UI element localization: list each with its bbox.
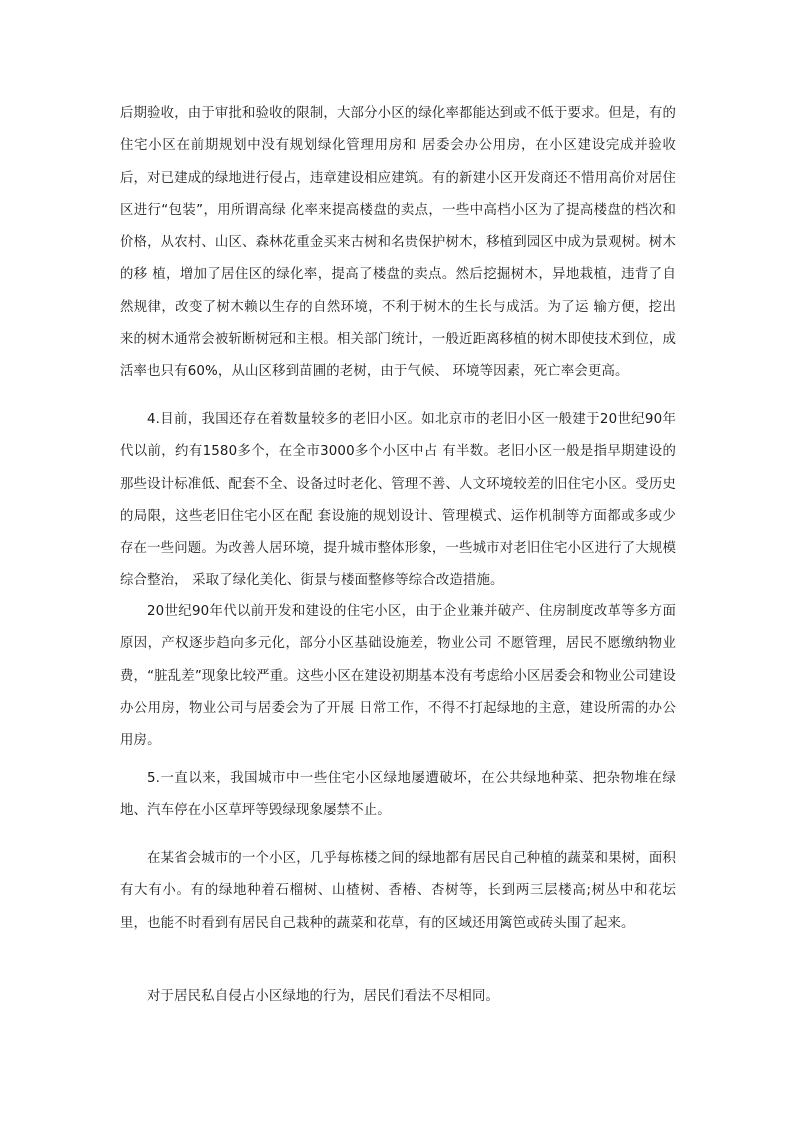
paragraph-3: 20世纪90年代以前开发和建设的住宅小区，由于企业兼并破产、住房制度改革等多方面原因，产权逐步趋向多元化，部分小区基础设施差，物业公司 不愿管理，居民不愿缴纳物业费，“脏乱差”现象比较严重。这些小区在建设初期基本没有考虑给小区居委会和物业公司建设办公用房，物业公司与居委会为了开展 日常工作，不得不打起绿地的主意，建设所需的办公用房。 [120,604,676,749]
paragraph-2: 4.目前，我国还存在着数量较多的老旧小区。如北京市的老旧小区一般建于20世纪90年代以前，约有1580多个，在全市3000多个小区中占 有半数。老旧小区一般是指早期建设的那些设计标准低、配套不全、设备过时老化、管理不善、人文环境较差的旧住宅小区。受历史的局限，这些老旧住宅小区在配 套设施的规划设计、管理模式、运作机制等方面都或多或少存在一些问题。为改善人居环境，提升城市整体形象，一些城市对老旧住宅小区进行了大规模综合整治， 采取了绿化美化、街景与楼面整修等综合改造措施。 [120,412,676,589]
paragraph-6: 对于居民私自侵占小区绿地的行为，居民们看法不尽相同。 [147,989,500,1004]
paragraph-5: 在某省会城市的一个小区，几乎每栋楼之间的绿地都有居民自己种植的蔬菜和果树，面积有大有小。有的绿地种着石榴树、山楂树、香椿、杏树等，长到两三层楼高;树丛中和花坛里，也能不时看到有居民自己栽种的蔬菜和花草，有的区域还用篱笆或砖头围了起来。 [120,851,676,931]
paragraph-4: 5.一直以来，我国城市中一些住宅小区绿地屡遭破坏，在公共绿地种菜、把杂物堆在绿地、汽车停在小区草坪等毁绿现象屡禁不止。 [120,771,676,819]
paragraph-1: 后期验收，由于审批和验收的限制，大部分小区的绿化率都能达到或不低于要求。但是，有的住宅小区在前期规划中没有规划绿化管理用房和 居委会办公用房，在小区建设完成并验收后，对已建成的绿地进行侵占，违章建设相应建筑。有的新建小区开发商还不惜用高价对居住区进行“包装”，用所谓高绿 化率来提高楼盘的卖点，一些中高档小区为了提高楼盘的档次和价格，从农村、山区、森林花重金买来古树和名贵保护树木，移植到园区中成为景观树。树木的移 植，增加了居住区的绿化率，提高了楼盘的卖点。然后挖掘树木，异地栽植，违背了自然规律，改变了树木赖以生存的自然环境，不利于树木的生长与成活。为了运 输方便，挖出来的树木通常会被斩断树冠和主根。相关部门统计，一般近距离移植的树木即使技术到位，成活率也只有60%，从山区移到苗圃的老树，由于气候、 环境等因素，死亡率会更高。 [120,106,676,380]
